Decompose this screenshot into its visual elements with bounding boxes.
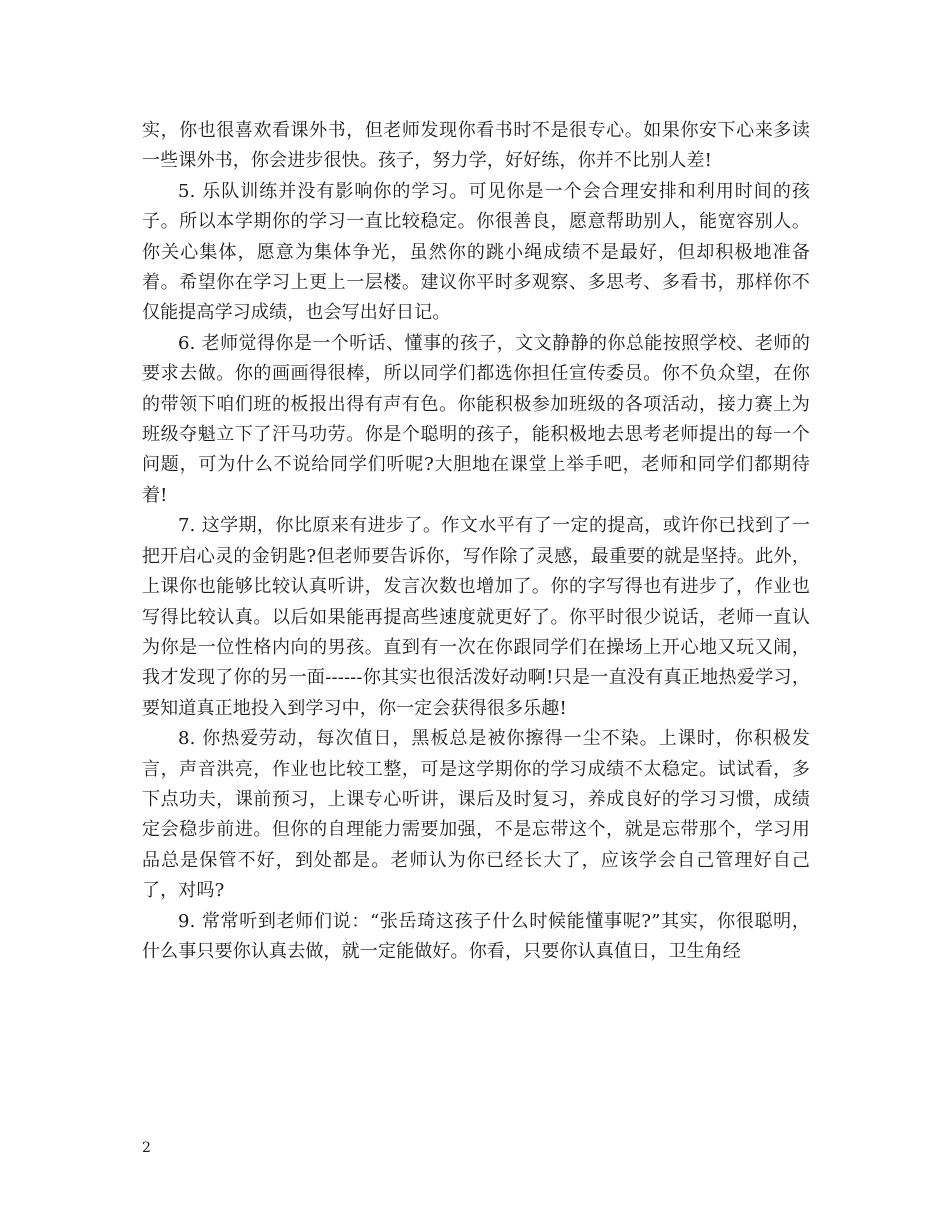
paragraph-comment-7: 7. 这学期，你比原来有进步了。作文水平有了一定的提高，或许你已找到了一把开启心灵的金钥匙?但老师要告诉你，写作除了灵感，最重要的就是坚持。此外，上课你也能够比较认真听讲，发言次数也增加了。你的字写得也有进步了，作业也写得比较认真。以后如果能再提高些速度就更好了。你平时很少说话，老师一直认为你是一位性格内向的男孩。直到有一次在你跟同学们在操场上开心地又玩又闹，我才发现了你的另一面------你其实也很活泼好动啊!只是一直没有真正地热爱学习，要知道真正地投入到学习中，你一定会获得很多乐趣! <box>142 515 810 719</box>
page-number: 2 <box>142 1140 151 1156</box>
paragraph-comment-8: 8. 你热爱劳动，每次值日，黑板总是被你擦得一尘不染。上课时，你积极发言，声音洪亮，作业也比较工整，可是这学期你的学习成绩不太稳定。试试看，多下点功夫，课前预习，上课专心听讲，课后及时复习，养成良好的学习习惯，成绩定会稳步前进。但你的自理能力需要加强，不是忘带这个，就是忘带那个，学习用品总是保管不好，到处都是。老师认为你已经长大了，应该学会自己管理好自己了，对吗? <box>142 728 810 902</box>
paragraph-comment-5: 5. 乐队训练并没有影响你的学习。可见你是一个会合理安排和利用时间的孩子。所以本学期你的学习一直比较稳定。你很善良，愿意帮助别人，能宽容别人。你关心集体，愿意为集体争光，虽然你的跳小绳成绩不是最好，但却积极地准备着。希望你在学习上更上一层楼。建议你平时多观察、多思考、多看书，那样你不仅能提高学习成绩，也会写出好日记。 <box>142 180 810 324</box>
paragraph-continued: 实，你也很喜欢看课外书，但老师发现你看书时不是很专心。如果你安下心来多读一些课外书，你会进步很快。孩子，努力学，好好练，你并不比别人差! <box>142 120 810 172</box>
document-body <box>142 116 810 967</box>
paragraph-comment-9: 9. 常常听到老师们说：“张岳琦这孩子什么时候能懂事呢?”其实，你很聪明，什么事只要你认真去做，就一定能做好。你看，只要你认真值日，卫生角经 <box>142 910 810 962</box>
paragraph-comment-6: 6. 老师觉得你是一个听话、懂事的孩子，文文静静的你总能按照学校、老师的要求去做。你的画画得很棒，所以同学们都选你担任宣传委员。你不负众望，在你的带领下咱们班的板报出得有声有色。你能积极参加班级的各项活动，接力赛上为班级夺魁立下了汗马功劳。你是个聪明的孩子，能积极地去思考老师提出的每一个问题，可为什么不说给同学们听呢?大胆地在课堂上举手吧，老师和同学们都期待着! <box>142 332 810 506</box>
